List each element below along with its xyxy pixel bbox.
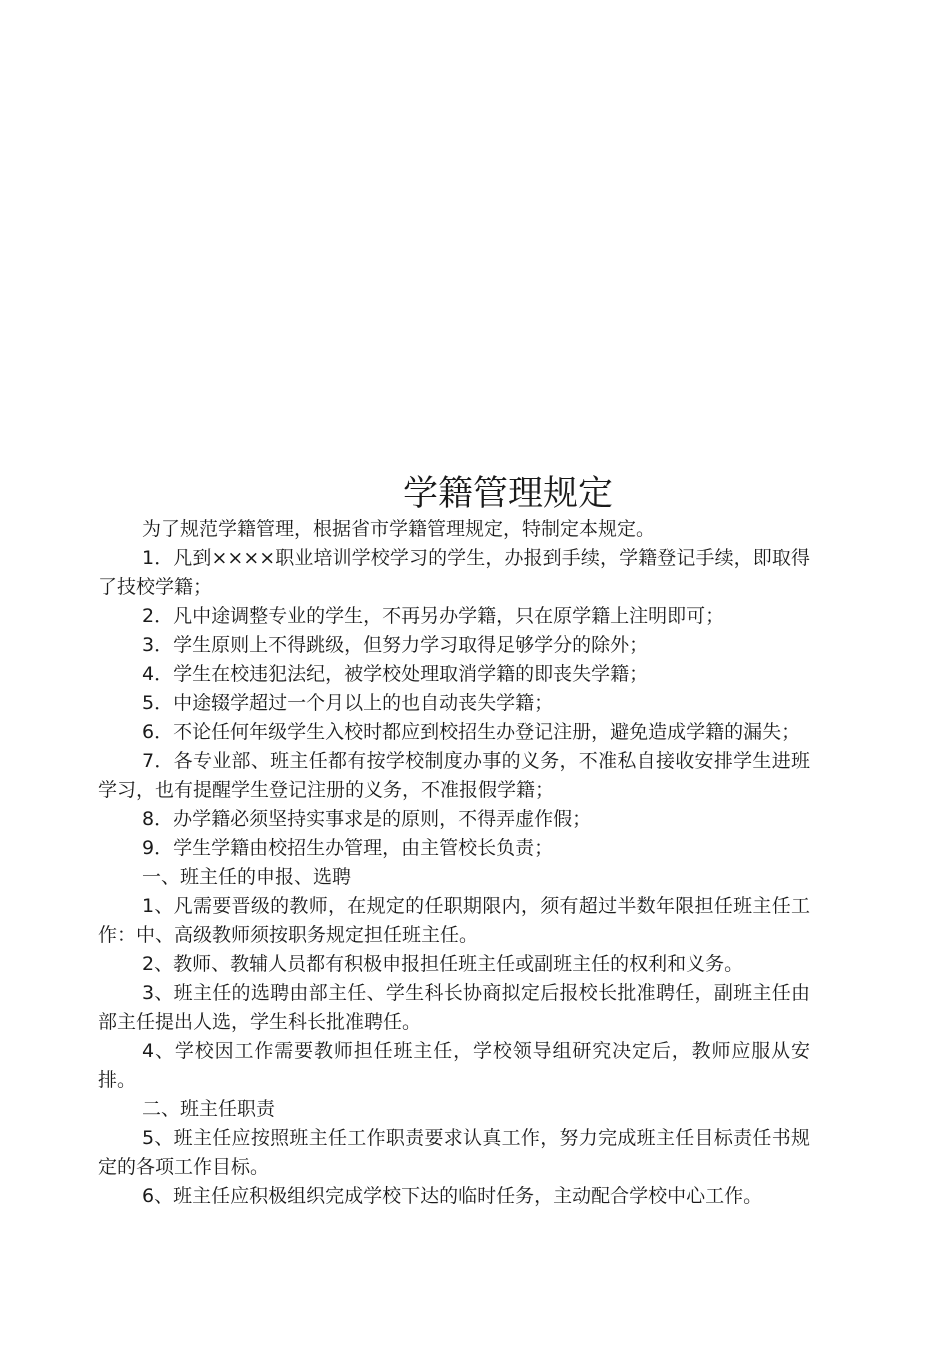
paragraph-section1-1: 1、凡需要晋级的教师，在规定的任职期限内，须有超过半数年限担任班主任工作：中、高级教师须按职务规定担任班主任。: [98, 895, 810, 946]
paragraph-item-1: 1．凡到××××职业培训学校学习的学生，办报到手续，学籍登记手续，即取得了技校学籍；: [98, 547, 810, 598]
paragraph-section2-5: 5、班主任应按照班主任工作职责要求认真工作，努力完成班主任目标责任书规定的各项工作目标。: [98, 1127, 810, 1178]
paragraph-section2-6: 6、班主任应积极组织完成学校下达的临时任务，主动配合学校中心工作。: [142, 1185, 763, 1207]
paragraph-item-5: 5．中途辍学超过一个月以上的也自动丧失学籍；: [142, 692, 554, 714]
paragraph-item-7: 7．各专业部、班主任都有按学校制度办事的义务，不准私自接收安排学生进班学习，也有提醒学生登记注册的义务，不准报假学籍；: [98, 750, 810, 801]
section-heading-1: 一、班主任的申报、选聘: [142, 866, 352, 888]
paragraph-item-4: 4．学生在校违犯法纪，被学校处理取消学籍的即丧失学籍；: [142, 663, 649, 685]
document-title: 学籍管理规定: [402, 474, 613, 514]
paragraph-item-9: 9．学生学籍由校招生办管理，由主管校长负责；: [142, 837, 554, 859]
paragraph-section1-4: 4、学校因工作需要教师担任班主任，学校领导组研究决定后，教师应服从安排。: [98, 1040, 810, 1091]
paragraph-item-3: 3．学生原则上不得跳级，但努力学习取得足够学分的除外；: [142, 634, 649, 656]
document-body: [98, 515, 810, 1211]
paragraph-section1-2: 2、教师、教辅人员都有积极申报担任班主任或副班主任的权利和义务。: [142, 953, 744, 975]
paragraph-intro: 为了规范学籍管理，根据省市学籍管理规定，特制定本规定。: [142, 518, 656, 540]
paragraph-section1-3: 3、班主任的选聘由部主任、学生科长协商拟定后报校长批准聘任，副班主任由部主任提出人选，学生科长批准聘任。: [98, 982, 810, 1033]
paragraph-item-6: 6．不论任何年级学生入校时都应到校招生办登记注册，避免造成学籍的漏失；: [142, 721, 801, 743]
paragraph-item-8: 8．办学籍必须坚持实事求是的原则，不得弄虚作假；: [142, 808, 592, 830]
paragraph-item-2: 2．凡中途调整专业的学生，不再另办学籍，只在原学籍上注明即可；: [142, 605, 725, 627]
section-heading-2: 二、班主任职责: [142, 1098, 276, 1120]
